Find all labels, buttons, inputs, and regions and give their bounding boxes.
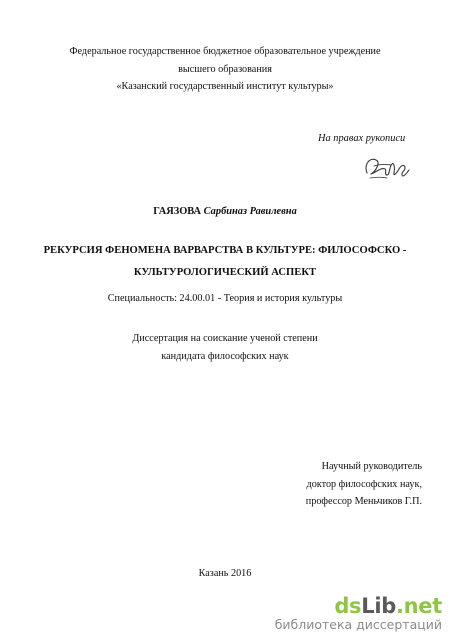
author-given-name: Сарбиназ Равилевна bbox=[203, 206, 297, 217]
dslib-logo bbox=[275, 593, 442, 618]
degree-line-1: Диссертация на соискание ученой степени bbox=[132, 333, 318, 344]
logo-lib: Lib bbox=[361, 593, 396, 618]
title-line-2: КУЛЬТУРОЛОГИЧЕСКИЙ АСПЕКТ bbox=[133, 267, 317, 278]
author-surname: ГАЯЗОВА bbox=[153, 206, 202, 217]
header-line-2: высшего образования bbox=[178, 63, 272, 75]
degree-line-2: кандидата философских наук bbox=[161, 350, 289, 362]
city-year: Казань 2016 bbox=[198, 568, 252, 579]
header-line-1: Федеральное государственное бюджетное образовательное учреждение bbox=[69, 46, 381, 57]
logo-net: .net bbox=[395, 593, 442, 618]
degree-statement bbox=[0, 330, 450, 365]
signature-icon bbox=[361, 151, 411, 183]
header-line-3: «Казанский государственный институт культуры» bbox=[116, 81, 334, 92]
supervisor-line-2: доктор философских наук, bbox=[306, 478, 422, 490]
supervisor-line-3: профессор Меньчиков Г.П. bbox=[305, 496, 422, 507]
manuscript-rights-label: На правах рукописи bbox=[318, 133, 406, 144]
supervisor-block bbox=[306, 458, 422, 511]
institution-header bbox=[0, 43, 450, 96]
title-line-1: РЕКУРСИЯ ФЕНОМЕНА ВАРВАРСТВА В КУЛЬТУРЕ: ФИЛОСОФСКО - bbox=[43, 245, 407, 256]
author-name bbox=[0, 206, 450, 217]
specialty-line: Специальность: 24.00.01 - Теория и история культуры bbox=[107, 293, 343, 304]
logo-ds: ds bbox=[334, 593, 362, 618]
dissertation-title bbox=[0, 240, 450, 284]
supervisor-line-1: Научный руководитель bbox=[321, 461, 422, 472]
dslib-watermark bbox=[274, 593, 442, 632]
watermark-subtitle: библиотека диссертаций bbox=[274, 616, 442, 632]
